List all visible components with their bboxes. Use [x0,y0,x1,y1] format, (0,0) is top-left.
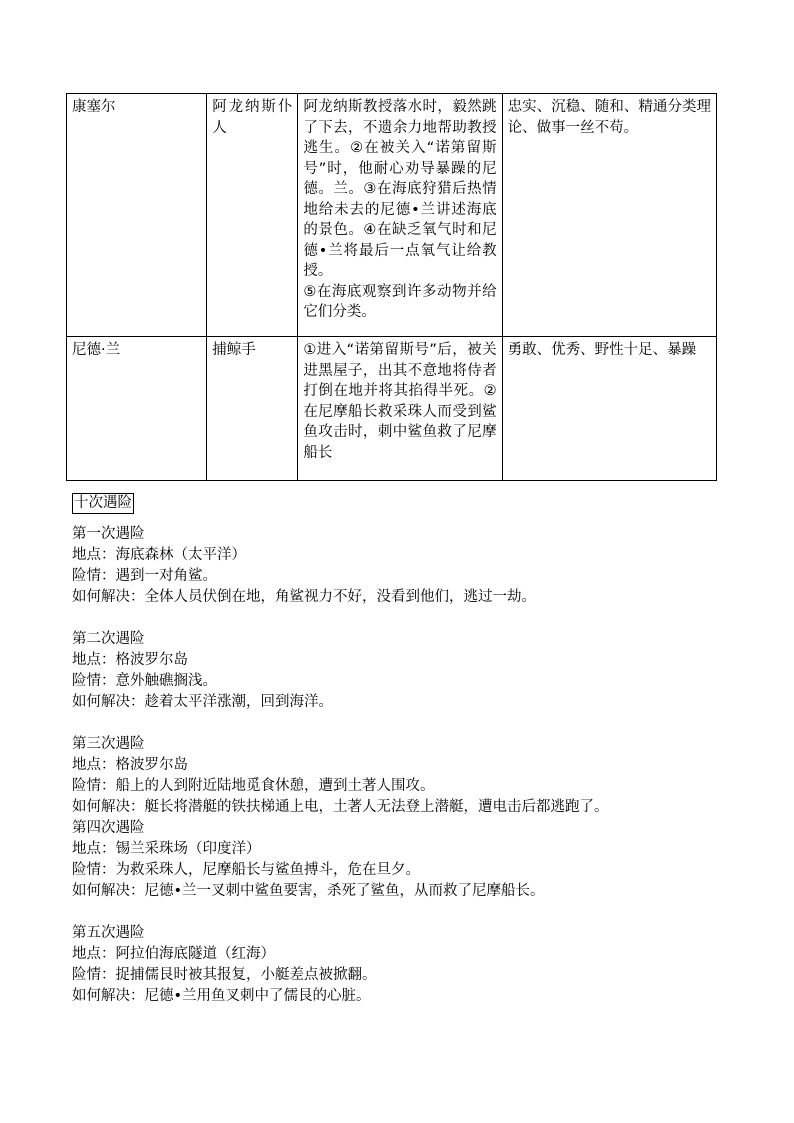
character-traits: 忠实、沉稳、随和、精通分类理论、做事一丝不苟。 [502,94,716,337]
character-name: 尼德·兰 [67,337,207,481]
deeds-paragraph: ①进入“诺第留斯号”后，被关进黑屋子，出其不意地将侍者打倒在地并将其掐得半死。②在尼摩船长救采珠人而受到鲨鱼攻击时，刺中鲨鱼救了尼摩船长 [303,342,497,461]
adventure-item [72,524,752,608]
character-identity: 捕鲸手 [207,337,298,481]
adventure-item [72,923,752,1007]
character-traits: 勇敢、优秀、野性十足、暴躁 [502,337,716,481]
character-deeds [298,337,502,481]
adventure-danger: 险情：为救采珠人，尼摩船长与鲨鱼搏斗，危在旦夕。 [72,862,420,878]
adventure-list [72,524,752,1007]
adventure-solution: 如何解决：尼德•兰一叉刺中鲨鱼要害，杀死了鲨鱼，从而救了尼摩船长。 [72,883,545,899]
table-row [67,94,717,337]
section-title: 十次遇险 [72,493,134,514]
character-identity: 阿龙纳斯仆人 [207,94,298,337]
spacer [72,608,752,629]
adventure-danger: 险情：捉捕儒艮时被其报复，小艇差点被掀翻。 [72,967,377,983]
adventure-place: 地点：锡兰采珠场（印度洋） [72,841,261,857]
adventure-solution: 如何解决：艇长将潜艇的铁扶梯通上电，土著人无法登上潜艇，遭电击后都逃跑了。 [72,799,609,815]
character-name: 康塞尔 [67,94,207,337]
spacer [72,902,752,923]
adventure-item [72,734,752,818]
adventure-danger: 险情：船上的人到附近陆地觅食休憩，遭到土著人围攻。 [72,778,435,794]
table-row [67,337,717,481]
adventure-solution: 如何解决：全体人员伏倒在地，角鲨视力不好，没看到他们，逃过一劫。 [72,589,536,605]
adventure-title: 第四次遇险 [72,820,145,836]
adventure-title: 第二次遇险 [72,631,145,647]
adventure-place: 地点：格波罗尔岛 [72,652,188,668]
spacer [72,713,752,734]
adventure-place: 地点：海底森林（太平洋） [72,547,246,563]
adventure-title: 第五次遇险 [72,925,145,941]
adventure-place: 地点：阿拉伯海底隧道（红海） [72,946,275,962]
deeds-paragraph: ⑤在海底观察到许多动物并给它们分类。 [303,283,497,320]
adventure-danger: 险情：意外触礁搁浅。 [72,673,217,689]
adventure-title: 第三次遇险 [72,736,145,752]
character-deeds [298,94,502,337]
adventure-solution: 如何解决：尼德•兰用鱼叉刺中了儒艮的心脏。 [72,988,371,1004]
adventure-danger: 险情：遇到一对角鲨。 [72,568,217,584]
adventure-title: 第一次遇险 [72,526,145,542]
characters-table [66,93,717,481]
adventure-item [72,629,752,713]
adventure-solution: 如何解决：趁着太平洋涨潮，回到海洋。 [72,694,333,710]
adventure-place: 地点：格波罗尔岛 [72,757,188,773]
deeds-paragraph: 阿龙纳斯教授落水时，毅然跳了下去，不遗余力地帮助教授逃生。②在被关入“诺第留斯号”时，他耐心劝导暴躁的尼德。兰。③在海底狩猎后热情地给未去的尼德•兰讲述海底的景色。④在缺乏氧气时和尼德•兰将最后一点氧气让给教授。 [303,99,497,279]
adventure-item [72,818,752,902]
